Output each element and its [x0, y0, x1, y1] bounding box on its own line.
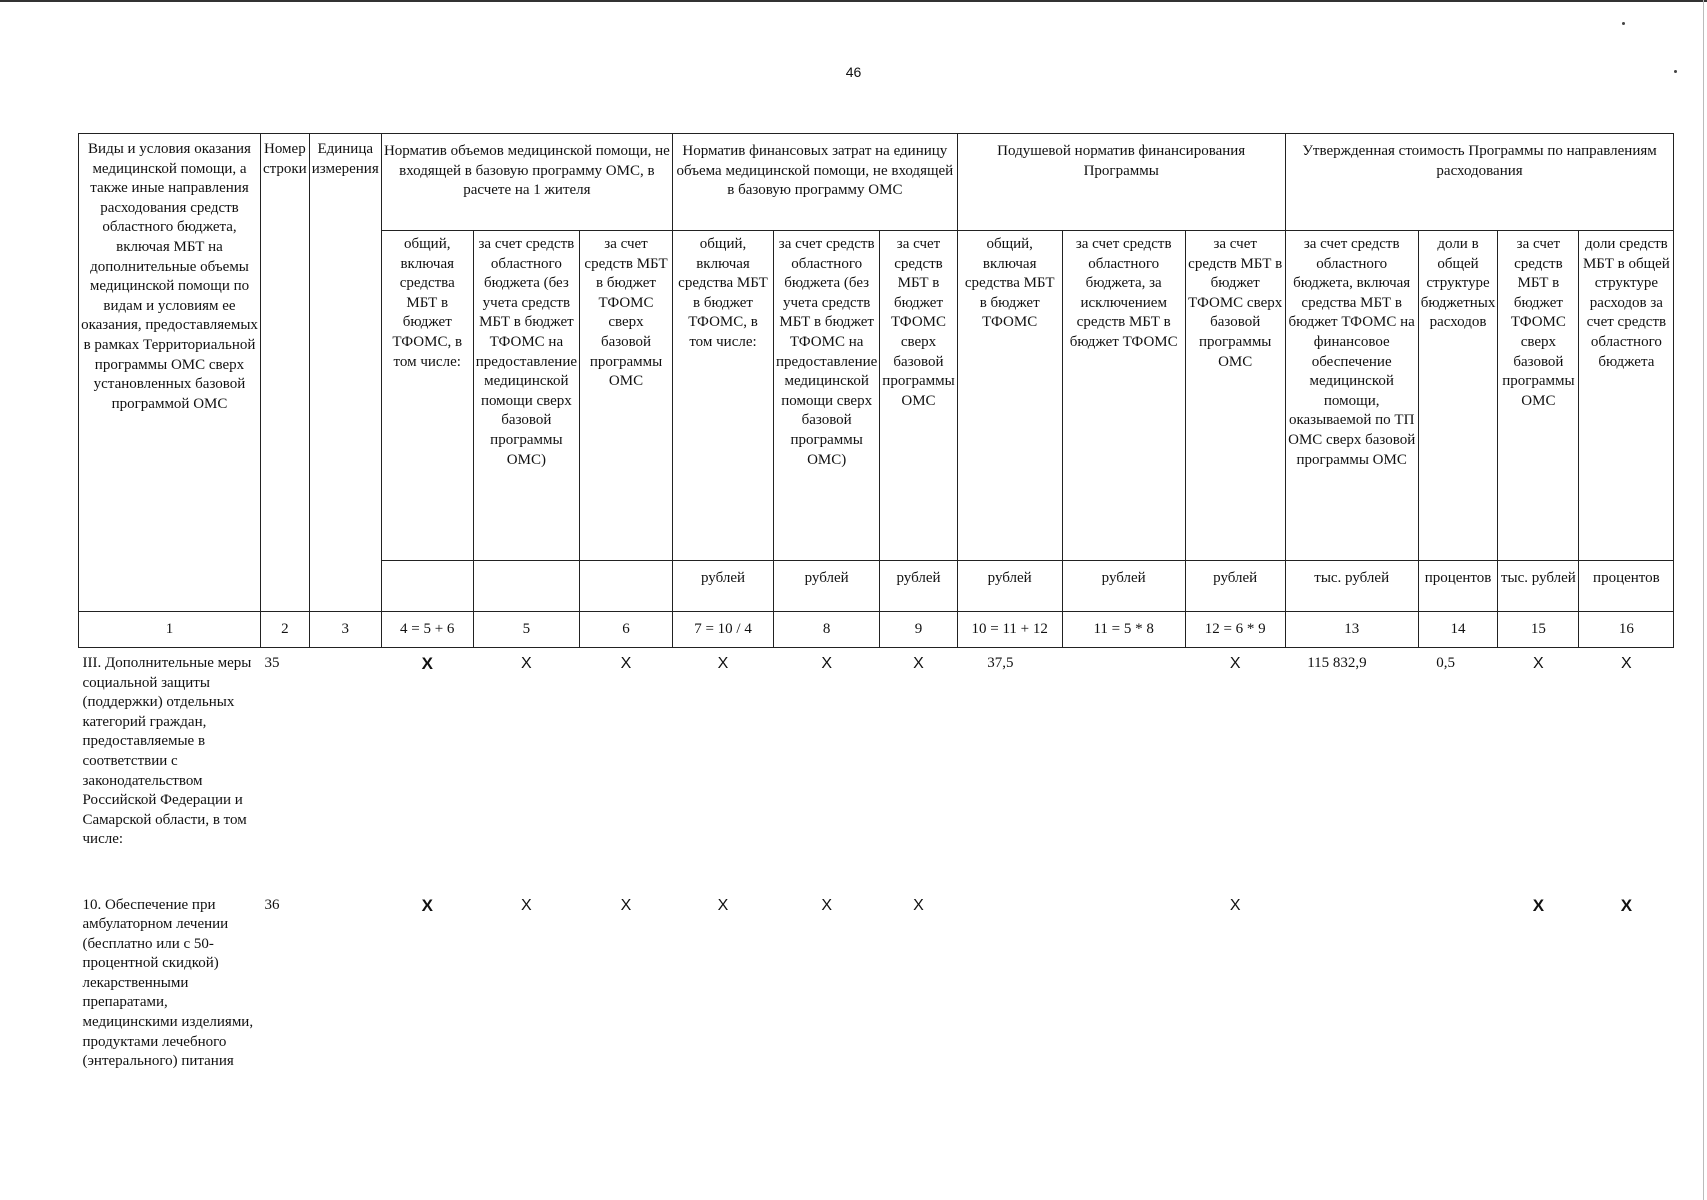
row-unit [309, 648, 381, 890]
row-cell-11 [1062, 648, 1185, 890]
row-label: III. Дополнительные меры социальной защиты (поддержки) отдельных категорий граждан, предоставляемые в соответствии с законодательством Российской Федерации и Самарской области, в том числе: [82, 655, 252, 848]
unit-12: рублей [1185, 561, 1285, 612]
row-cell-15: X [1533, 655, 1544, 672]
colnum-11: 11 = 5 * 8 [1062, 612, 1185, 648]
row-cell-8: X [821, 655, 832, 672]
unit-8: рублей [774, 561, 880, 612]
header-row-column-numbers [79, 612, 1674, 648]
row-cell-7: X [717, 655, 729, 672]
header-group-approved-cost: Утвержденная стоимость Программы по направлениям расходования [1285, 134, 1674, 231]
row-cell-7: X [717, 896, 729, 914]
row-cell-9: X [913, 896, 924, 914]
colnum-4: 4 = 5 + 6 [381, 612, 473, 648]
row-cell-12: X [1229, 896, 1241, 914]
row-cell-10 [957, 890, 1062, 1110]
table-row [79, 648, 1674, 890]
subheader-13: за счет средств областного бюджета, включая средства МБТ в бюджет ТФОМС на финансовое обеспечение медицинской помощи, оказываемой по ТП ОМС сверх базовой программы ОМС [1285, 231, 1418, 561]
row-number: 35 [264, 655, 280, 671]
subheader-4: общий, включая средства МБТ в бюджет ТФОМС, в том числе: [381, 231, 473, 561]
unit-15: тыс. рублей [1498, 561, 1579, 612]
header-group-volume-norm: Норматив объемов медицинской помощи, не входящей в базовую программу ОМС, в расчете на 1 жителя [381, 134, 672, 231]
colnum-13: 13 [1285, 612, 1418, 648]
header-group-per-capita: Подушевой норматив финансирования Программы [957, 134, 1285, 231]
subheader-12: за счет средств МБТ в бюджет ТФОМС сверх базовой программы ОМС [1185, 231, 1285, 561]
unit-10: рублей [957, 561, 1062, 612]
row-cell-6: X [620, 655, 632, 672]
subheader-8: за счет средств областного бюджета (без учета средств МБТ в бюджет ТФОМС на предоставление медицинской помощи сверх базовой программы ОМС) [774, 231, 880, 561]
row-cell-8: X [821, 896, 832, 914]
row-cell-16: X [1620, 895, 1633, 915]
row-cell-16: X [1621, 655, 1632, 672]
subheader-16: доли средств МБТ в общей структуре расходов за счет средств областного бюджета [1579, 231, 1674, 561]
header-group-cost-norm: Норматив финансовых затрат на единицу объема медицинской помощи, не входящей в базовую программу ОМС [673, 134, 958, 231]
colnum-7: 7 = 10 / 4 [673, 612, 774, 648]
header-unit: Единица измерения [309, 134, 381, 612]
row-cell-11 [1062, 890, 1185, 1110]
subheader-6: за счет средств МБТ в бюджет ТФОМС сверх базовой программы ОМС [580, 231, 673, 561]
row-cell-13 [1285, 890, 1418, 1110]
colnum-10: 10 = 11 + 12 [957, 612, 1062, 648]
unit-5 [473, 561, 579, 612]
row-cell-5: X [521, 896, 532, 914]
subheader-5: за счет средств областного бюджета (без учета средств МБТ в бюджет ТФОМС на предоставление медицинской помощи сверх базовой программы ОМС) [473, 231, 579, 561]
subheader-10: общий, включая средства МБТ в бюджет ТФОМС [957, 231, 1062, 561]
right-edge-line [1703, 0, 1704, 1200]
header-row-groups [79, 134, 1674, 231]
unit-9: рублей [880, 561, 957, 612]
colnum-6: 6 [580, 612, 673, 648]
table-row [79, 890, 1674, 1110]
row-cell-10: 37,5 [987, 655, 1014, 671]
colnum-8: 8 [774, 612, 880, 648]
subheader-15: за счет средств МБТ в бюджет ТФОМС сверх базовой программы ОМС [1498, 231, 1579, 561]
colnum-3: 3 [309, 612, 381, 648]
unit-6 [580, 561, 673, 612]
unit-11: рублей [1062, 561, 1185, 612]
colnum-14: 14 [1418, 612, 1498, 648]
row-unit [309, 890, 381, 1110]
colnum-9: 9 [880, 612, 957, 648]
row-cell-15: X [1532, 895, 1545, 915]
colnum-2: 2 [261, 612, 310, 648]
scan-speck [1622, 22, 1625, 25]
subheader-9: за счет средств МБТ в бюджет ТФОМС сверх базовой программы ОМС [880, 231, 957, 561]
unit-7: рублей [673, 561, 774, 612]
unit-16: процентов [1579, 561, 1674, 612]
row-cell-4: X [421, 895, 433, 915]
unit-4 [381, 561, 473, 612]
row-label: 10. Обеспечение при амбулаторном лечении (бесплатно или с 50-процентной скидкой) лекарственными препаратами, медицинскими изделиями, продуктами лечебного (энтерального) питания [82, 896, 254, 1070]
colnum-16: 16 [1579, 612, 1674, 648]
row-cell-14: 0,5 [1436, 655, 1455, 671]
row-cell-9: X [913, 655, 924, 672]
colnum-1: 1 [79, 612, 261, 648]
row-cell-13: 115 832,9 [1307, 655, 1367, 671]
row-number: 36 [264, 896, 280, 913]
colnum-12: 12 = 6 * 9 [1185, 612, 1285, 648]
colnum-15: 15 [1498, 612, 1579, 648]
row-cell-4: X [421, 654, 433, 673]
header-kinds-of-care: Виды и условия оказания медицинской помощи, а также иные направления расходования средств областного бюджета, включая МБТ на дополнительные объемы медицинской помощи по видам и условиям ее оказания, предоставляемых в рамках Территориальной программы ОМС сверх установленных базовой программой ОМС [79, 134, 261, 612]
row-cell-5: X [521, 655, 532, 672]
top-border-line [0, 0, 1707, 2]
unit-14: процентов [1418, 561, 1498, 612]
subheader-14: доли в общей структуре бюджетных расходов [1418, 231, 1498, 561]
page-number: 46 [845, 64, 862, 80]
row-cell-6: X [620, 896, 632, 914]
row-cell-14 [1418, 890, 1498, 1110]
colnum-5: 5 [473, 612, 579, 648]
subheader-7: общий, включая средства МБТ в бюджет ТФОМС, в том числе: [673, 231, 774, 561]
subheader-11: за счет средств областного бюджета, за исключением средств МБТ в бюджет ТФОМС [1062, 231, 1185, 561]
row-cell-12: X [1229, 655, 1241, 672]
program-cost-table [78, 133, 1674, 1110]
unit-13: тыс. рублей [1285, 561, 1418, 612]
header-row-number: Номер строки [261, 134, 310, 612]
